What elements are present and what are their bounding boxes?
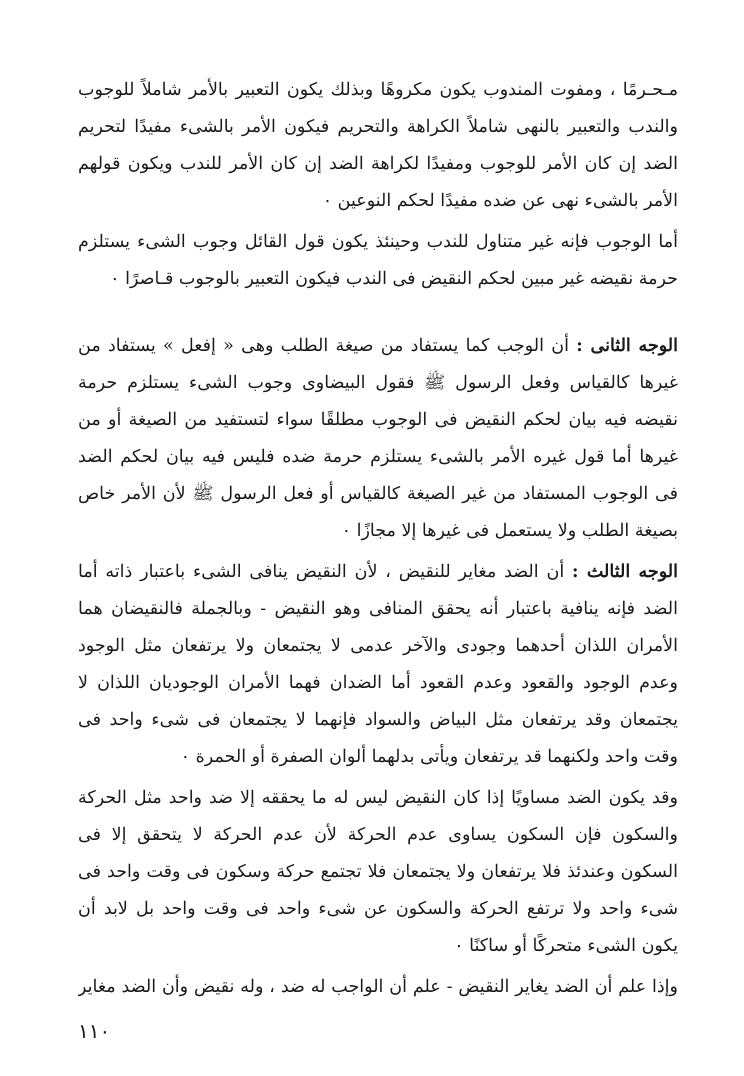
- paragraph-3: [78, 328, 678, 550]
- paragraph-6-text: وإذا علم أن الضد يغاير النقيض - علم أن الواجب له ضد ، وله نقيض وأن الضد مغاير: [78, 977, 678, 997]
- page-body: [78, 72, 678, 1012]
- paragraph-4: [78, 554, 678, 776]
- paragraph-5-text: وقد يكون الضد مساويًا إذا كان النقيض ليس له ما يحققه إلا ضد واحد مثل الحركة والسكون فإن السكون يساوى عدم الحركة لأن عدم الحركة لا يتحقق إلا فى السكون وعندئذ فلا يرتفعان ولا يجتمعان فلا تجتمع حركة وسكون فى وقت واحد فى شىء واحد ولا ترتفع الحركة والسكون عن شىء واحد فى وقت واحد بل لابد أن يكون الشىء متحركًا أو ساكنًا ٠: [78, 788, 678, 956]
- page-number: ١١٠: [78, 1019, 111, 1043]
- paragraph-1: [78, 72, 678, 220]
- paragraph-5: [78, 780, 678, 965]
- paragraph-1-text: مـحـرمًا ، ومفوت المندوب يكون مكروهًا وبذلك يكون التعبير بالأمر شاملاً للوجوب والندب والتعبير بالنهى شاملاً الكراهة والتحريم فيكون الأمر بالشىء مفيدًا لتحريم الضد إن كان الأمر للوجوب ومفيدًا لكراهة الضد إن كان الأمر للندب ويكون قولهم الأمر بالشىء نهى عن ضده مفيدًا لحكم النوعين ٠: [78, 80, 678, 211]
- paragraph-3-heading: الوجه الثانى :: [576, 336, 678, 356]
- paragraph-6: [78, 969, 678, 1012]
- paragraph-4-text: أن الضد مغاير للنقيض ، لأن النقيض ينافى الشىء باعتبار ذاته أما الضد فإنه ينافية باعتبار أنه يحقق المنافى وهو النقيض - وبالجملة فالنقيضان هما الأمران اللذان أحدهما وجودى والآخر عدمى لا يجتمعان ولا يرتفعان مثل الوجود وعدم الوجود والقعود وعدم القعود أما الضدان فهما الأمران الوجوديان اللذان لا يجتمعان وقد يرتفعان مثل البياض والسواد فإنهما لا يجتمعان فى شىء واحد فى وقت واحد ولكنهما قد يرتفعان ويأتى بدلهما ألوان الصفرة أو الحمرة ٠: [78, 562, 678, 767]
- paragraph-4-heading: الوجه الثالث :: [572, 562, 678, 582]
- paragraph-2: [78, 224, 678, 298]
- paragraph-2-text: أما الوجوب فإنه غير متناول للندب وحينئذ يكون قول القائل وجوب الشىء يستلزم حرمة نقيضه غير مبين لحكم النقيض فى الندب فيكون التعبير بالوجوب قـاصرًا ٠: [78, 232, 678, 289]
- paragraph-3-text: أن الوجب كما يستفاد من صيغة الطلب وهى « إفعل » يستفاد من غيرها كالقياس وفعل الرسول ﷺ فقول البيضاوى وجوب الشىء يستلزم حرمة نقيضه فيه بيان لحكم النقيض فى الوجوب مطلقًا سواء لتستفيد من الصيغة أو من غيرها أما قول غيره الأمر بالشىء يستلزم حرمة ضده فليس فيه بيان لحكم الضد فى الوجوب المستفاد من غير الصيغة كالقياس أو فعل الرسول ﷺ لأن الأمر خاص بصيغة الطلب ولا يستعمل فى غيرها إلا مجازًا ٠: [78, 336, 678, 541]
